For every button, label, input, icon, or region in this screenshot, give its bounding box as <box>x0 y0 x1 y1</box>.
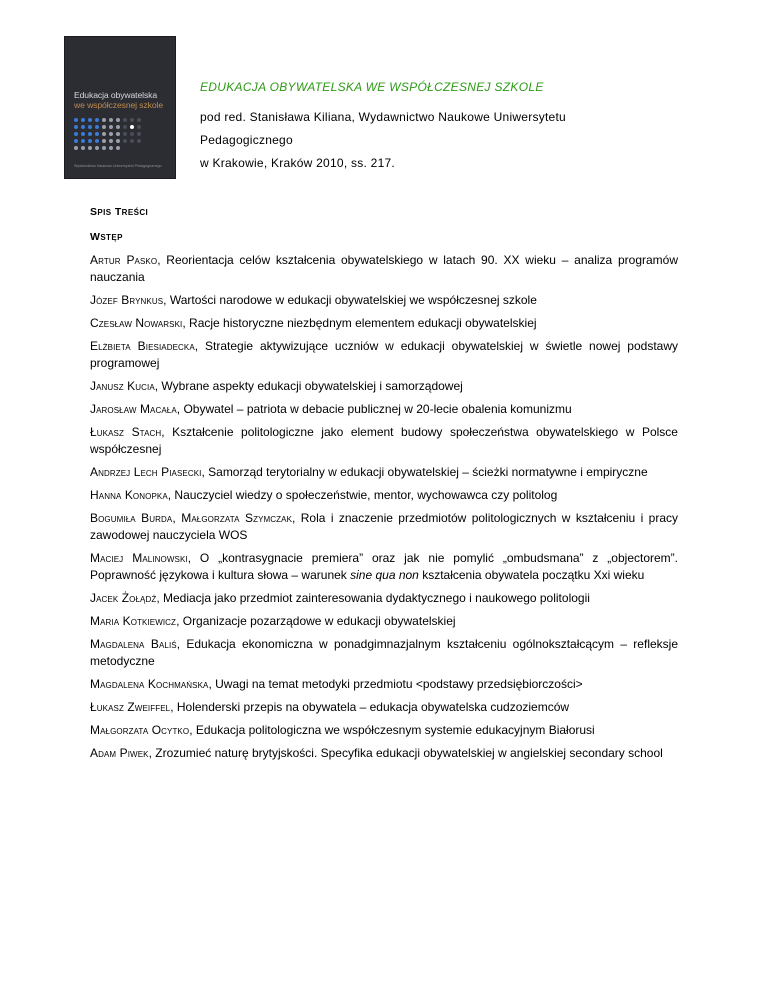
toc-entry: Jacek Żołądź, Mediacja jako przedmiot zainteresowania dydaktycznego i naukowego politologii <box>90 591 590 605</box>
cover-publisher-strip: Wydawnictwo Naukowe Uniwersytetu Pedagogicznego <box>74 164 162 168</box>
toc-entry: Bogumiła Burda, Małgorzata Szymczak, Rola i znaczenie przedmiotów politologicznych w kształceniu i pracy zawodowej nauczyciela WOS <box>90 511 678 542</box>
cover-dot <box>95 125 99 129</box>
toc-heading: SPIS TREŚCI <box>90 206 149 218</box>
cover-title-line1: Edukacja obywatelska <box>74 90 158 100</box>
cover-dot <box>109 139 113 143</box>
book-meta-line1: pod red. Stanisława Kiliana, Wydawnictwo Naukowe Uniwersytetu Pedagogicznego <box>200 110 566 147</box>
cover-dot <box>116 146 120 150</box>
table-of-contents <box>90 252 678 768</box>
cover-dot <box>81 125 85 129</box>
toc-entry: Janusz Kucia, Wybrane aspekty edukacji obywatelskiej i samorządowej <box>90 379 463 393</box>
cover-dot <box>74 146 78 150</box>
toc-entry: Maria Kotkiewicz, Organizacje pozarządowe w edukacji obywatelskiej <box>90 614 456 628</box>
cover-dot <box>116 118 120 122</box>
cover-dot <box>88 118 92 122</box>
book-meta <box>200 106 660 175</box>
book-cover-image <box>64 36 176 179</box>
cover-dot <box>102 139 106 143</box>
cover-dot <box>88 125 92 129</box>
toc-entry: Artur Pasko, Reorientacja celów kształcenia obywatelskiego w latach 90. XX wieku – analiza programów nauczania <box>90 253 678 284</box>
toc-entry: Łukasz Zweiffel, Holenderski przepis na obywatela – edukacja obywatelska cudzoziemców <box>90 700 570 714</box>
cover-dot <box>109 118 113 122</box>
toc-entry: Hanna Konopka, Nauczyciel wiedzy o społeczeństwie, mentor, wychowawca czy politolog <box>90 488 558 502</box>
toc-entry: Łukasz Stach, Kształcenie politologiczne jako element budowy społeczeństwa obywatelskiego w Polsce współczesnej <box>90 425 678 456</box>
toc-entry: Czesław Nowarski, Racje historyczne niezbędnym elementem edukacji obywatelskiej <box>90 316 537 330</box>
cover-dot <box>116 132 120 136</box>
toc-entry: Jarosław Macała, Obywatel – patriota w debacie publicznej w 20-lecie obalenia komunizmu <box>90 402 572 416</box>
cover-dot <box>102 132 106 136</box>
book-meta-line2: w Krakowie, Kraków 2010, ss. 217. <box>200 156 396 170</box>
cover-dot <box>95 118 99 122</box>
cover-dot <box>88 146 92 150</box>
cover-dot <box>81 118 85 122</box>
cover-dot <box>123 139 127 143</box>
cover-dot <box>102 125 106 129</box>
toc-entry: Małgorzata Ocytko, Edukacja politologiczna we współczesnym systemie edukacyjnym Białorusi <box>90 723 595 737</box>
cover-dot <box>81 132 85 136</box>
cover-dot <box>109 125 113 129</box>
cover-dot <box>116 125 120 129</box>
cover-dot <box>74 125 78 129</box>
cover-dot <box>130 125 134 129</box>
cover-dot <box>137 139 141 143</box>
cover-dot <box>95 146 99 150</box>
cover-dot <box>95 132 99 136</box>
intro-heading: WSTĘP <box>90 231 123 243</box>
book-title: EDUKACJA OBYWATELSKA WE WSPÓŁCZESNEJ SZKOLE <box>200 80 544 94</box>
toc-entry: Adam Piwek, Zrozumieć naturę brytyjskości. Specyfika edukacji obywatelskiej w angielskiej secondary school <box>90 746 663 760</box>
cover-dot <box>123 118 127 122</box>
cover-dot <box>74 118 78 122</box>
cover-dot <box>88 132 92 136</box>
cover-dot <box>130 139 134 143</box>
cover-dot <box>81 146 85 150</box>
cover-dot <box>95 139 99 143</box>
cover-title-line2: we współczesnej szkole <box>74 100 164 110</box>
toc-entry: Józef Brynkus, Wartości narodowe w edukacji obywatelskiej we współczesnej szkole <box>90 293 537 307</box>
cover-dot <box>137 118 141 122</box>
cover-dot <box>137 125 141 129</box>
cover-dot <box>102 146 106 150</box>
toc-entry: Andrzej Lech Piasecki, Samorząd terytorialny w edukacji obywatelskiej – ścieżki normatywne i empiryczne <box>90 465 648 479</box>
cover-dot <box>123 132 127 136</box>
cover-dot <box>88 139 92 143</box>
toc-entry: Magdalena Kochmańska, Uwagi na temat metodyki przedmiotu <podstawy przedsiębiorczości> <box>90 677 583 691</box>
cover-dot <box>81 139 85 143</box>
cover-dot <box>102 118 106 122</box>
cover-dot <box>109 132 113 136</box>
cover-dot <box>123 125 127 129</box>
toc-entry: Maciej Malinowski, O „kontrasygnacie premiera” oraz jak nie pomylić „ombudsmana” z „objectorem”. Poprawność językowa i kultura słowa – warunek sine qua non kształcenia obywatela początku Xxi wieku <box>90 551 678 582</box>
cover-dot <box>130 118 134 122</box>
cover-dot <box>74 132 78 136</box>
toc-entry: Magdalena Baliś, Edukacja ekonomiczna w ponadgimnazjalnym kształceniu ogólnokształcącym – refleksje metodyczne <box>90 637 678 668</box>
cover-dot <box>130 132 134 136</box>
cover-dot <box>74 139 78 143</box>
cover-dot <box>116 139 120 143</box>
cover-dot <box>137 132 141 136</box>
toc-entry: Elżbieta Biesiadecka, Strategie aktywizujące uczniów w edukacji obywatelskiej w świetle nowej podstawy programowej <box>90 339 679 370</box>
cover-dot <box>109 146 113 150</box>
